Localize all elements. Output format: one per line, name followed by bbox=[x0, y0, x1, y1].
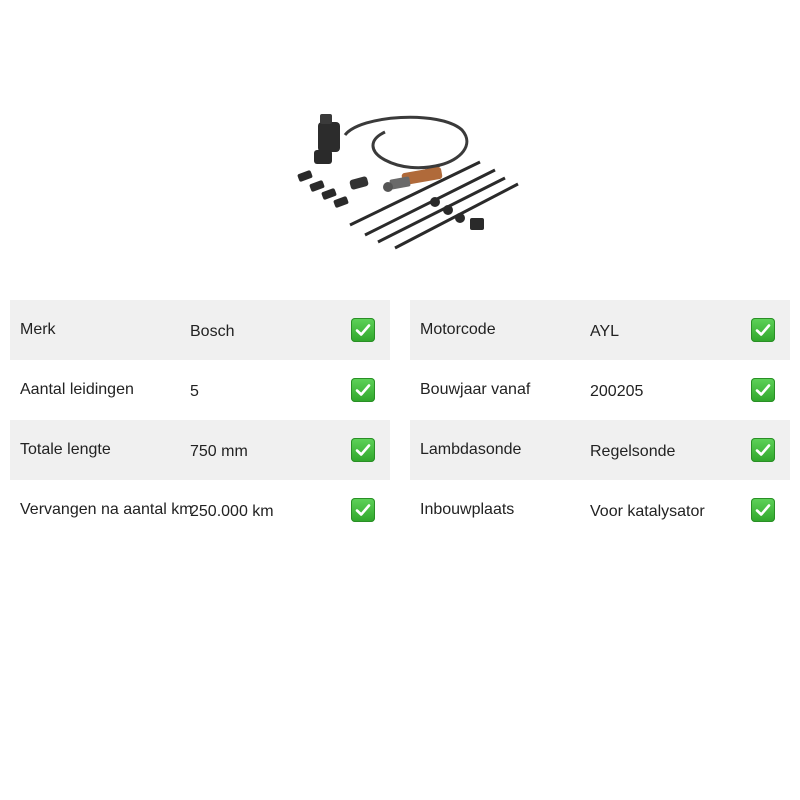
check-icon bbox=[351, 498, 375, 522]
spec-row bbox=[10, 300, 390, 360]
spec-value: 750 mm bbox=[190, 442, 248, 460]
check-icon bbox=[351, 378, 375, 402]
spec-value: 250.000 km bbox=[190, 502, 274, 520]
product-image bbox=[290, 100, 520, 260]
check-icon bbox=[751, 438, 775, 462]
spec-label: Lambdasonde bbox=[420, 441, 522, 458]
spec-row bbox=[10, 420, 390, 480]
spec-value: Voor katalysator bbox=[590, 502, 705, 520]
check-icon bbox=[751, 378, 775, 402]
check-icon bbox=[751, 498, 775, 522]
spec-row bbox=[410, 300, 790, 360]
check-icon bbox=[751, 318, 775, 342]
spec-label: Motorcode bbox=[420, 321, 496, 338]
spec-table-left bbox=[10, 300, 390, 540]
spec-label: Bouwjaar vanaf bbox=[420, 381, 531, 398]
spec-row bbox=[410, 360, 790, 420]
spec-row bbox=[410, 420, 790, 480]
spec-row bbox=[10, 360, 390, 420]
spec-value: 5 bbox=[190, 382, 199, 400]
spec-table-right bbox=[410, 300, 790, 540]
spec-label: Vervangen na aantal km bbox=[20, 501, 193, 518]
spec-row bbox=[410, 480, 790, 540]
spec-value: 200205 bbox=[590, 382, 644, 400]
spec-value: Regelsonde bbox=[590, 442, 676, 460]
check-icon bbox=[351, 438, 375, 462]
spec-label: Aantal leidingen bbox=[20, 381, 134, 398]
check-icon bbox=[351, 318, 375, 342]
spec-label: Totale lengte bbox=[20, 441, 111, 458]
spec-label: Inbouwplaats bbox=[420, 501, 515, 518]
spec-label: Merk bbox=[20, 321, 56, 338]
spec-value: AYL bbox=[590, 322, 620, 340]
spec-value: Bosch bbox=[190, 322, 235, 340]
spec-row bbox=[10, 480, 390, 540]
